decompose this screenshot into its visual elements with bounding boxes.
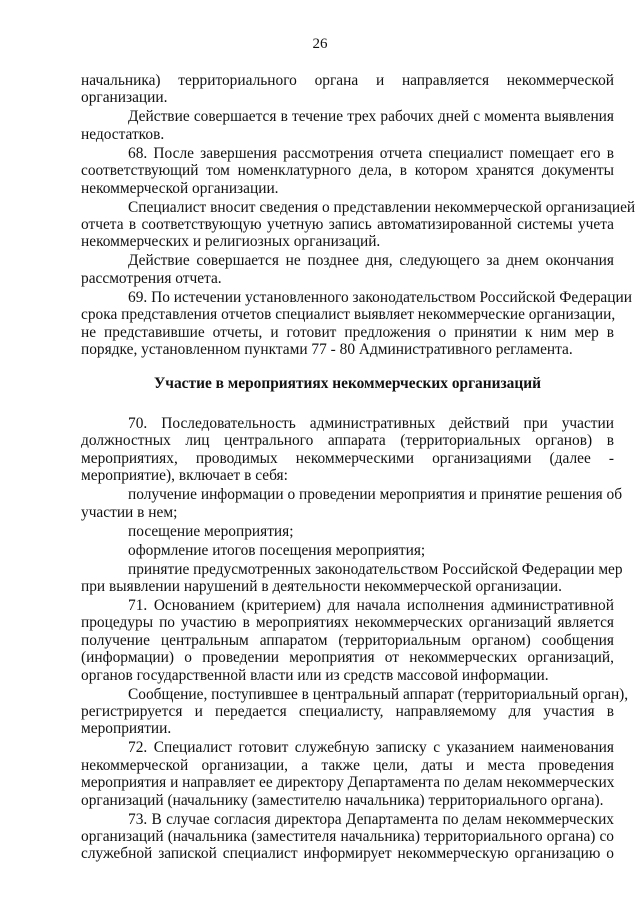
paragraph bbox=[81, 542, 614, 559]
paragraph bbox=[81, 685, 629, 738]
paragraph bbox=[81, 198, 636, 251]
text-line: получение информации о проведении мероприятия и принятие решения об bbox=[128, 486, 623, 504]
paragraph bbox=[81, 72, 614, 107]
text-line: регистрируется и передается специалисту, направляемому для участия в bbox=[81, 702, 614, 720]
text-line: соответствующий том номенклатурного дела, в котором хранятся документы bbox=[81, 162, 614, 180]
text-line: Действие совершается в течение трех рабочих дней с момента выявления bbox=[128, 108, 614, 126]
text-line: участии в нем; bbox=[81, 503, 178, 521]
text-line: организации. bbox=[81, 89, 168, 107]
text-line: не представившие отчеты, и готовит предложения о принятии к ним мер в bbox=[81, 323, 614, 341]
text-line: отчета в соответствующую учетную запись автоматизированной системы учета bbox=[81, 216, 614, 234]
paragraph bbox=[81, 811, 614, 863]
paragraph bbox=[81, 252, 614, 287]
text-line: мероприятии. bbox=[81, 720, 172, 738]
text-line: Действие совершается не позднее дня, следующего за днем окончания bbox=[128, 252, 614, 270]
text-line: мероприятие), включает в себя: bbox=[81, 467, 288, 485]
text-line: рассмотрения отчета. bbox=[81, 269, 222, 287]
paragraph bbox=[81, 486, 623, 521]
text-line: получение центральным аппаратом (территориальным органом) сообщения bbox=[81, 631, 614, 649]
section-heading: Участие в мероприятиях некоммерческих организаций bbox=[154, 375, 541, 393]
document-body bbox=[81, 72, 636, 864]
text-line: Специалист вносит сведения о представлении некоммерческой организацией bbox=[128, 198, 636, 216]
paragraph bbox=[81, 560, 623, 596]
page-number: 26 bbox=[312, 36, 328, 52]
text-line: процедуры по участию в мероприятиях некоммерческих организаций является bbox=[81, 614, 614, 632]
paragraph bbox=[81, 415, 614, 485]
text-line: Сообщение, поступившее в центральный аппарат (территориальный орган), bbox=[128, 685, 629, 703]
text-line: организаций (начальника (заместителя начальника) территориального органа) со bbox=[81, 827, 614, 845]
paragraphs-before-heading bbox=[81, 72, 636, 359]
paragraphs-after-heading bbox=[81, 414, 629, 863]
paragraph bbox=[81, 523, 614, 540]
paragraph bbox=[81, 108, 614, 143]
text-line: мероприятия и направляет ее директору Департамента по делам некоммерческих bbox=[81, 774, 615, 792]
text-line: 68. После завершения рассмотрения отчета специалист помещает его в bbox=[128, 144, 614, 162]
paragraph bbox=[81, 145, 614, 197]
text-line: начальника) территориального органа и направляется некоммерческой bbox=[81, 72, 614, 89]
paragraph bbox=[81, 288, 632, 359]
text-line: 73. В случае согласия директора Департамента по делам некоммерческих bbox=[128, 810, 614, 828]
text-line: оформление итогов посещения мероприятия; bbox=[128, 541, 426, 559]
text-line: 72. Специалист готовит служебную записку с указанием наименования bbox=[128, 739, 614, 757]
paragraph bbox=[81, 739, 614, 809]
text-line: принятие предусмотренных законодательством Российской Федерации мер bbox=[128, 560, 623, 578]
text-line: посещение мероприятия; bbox=[128, 522, 294, 540]
text-line: мероприятиях, проводимых некоммерческими организациями (далее - bbox=[81, 449, 614, 467]
text-line: (информации) о проведении мероприятия от некоммерческих организаций, bbox=[81, 649, 614, 667]
text-line: 69. По истечении установленного законодательством Российской Федерации bbox=[128, 288, 632, 306]
text-line: при выявлении нарушений в деятельности некоммерческой организации. bbox=[81, 577, 562, 595]
text-line: 71. Основанием (критерием) для начала исполнения административной bbox=[128, 596, 614, 614]
text-line: служебной запиской специалист информирует некоммерческую организацию о bbox=[81, 845, 614, 863]
text-line: недостатков. bbox=[81, 125, 165, 143]
text-line: 70. Последовательность административных действий при участии bbox=[128, 414, 614, 432]
text-line: некоммерческой организации. bbox=[81, 179, 279, 197]
paragraph bbox=[81, 597, 614, 684]
text-line: некоммерческой организации, а также цели, даты и места проведения bbox=[81, 756, 614, 774]
text-line: некоммерческих и религиозных организаций. bbox=[81, 233, 381, 251]
text-line: должностных лиц центрального аппарата (территориальных органов) в bbox=[81, 432, 614, 450]
text-line: организаций (начальнику (заместителю начальника) территориального органа). bbox=[81, 791, 604, 809]
text-line: срока представления отчетов специалист выявляет некоммерческие организации, bbox=[81, 306, 616, 324]
text-line: органов государственной власти или из средств массовой информации. bbox=[81, 666, 549, 684]
text-line: порядке, установленном пунктами 77 - 80 Административного регламента. bbox=[81, 341, 573, 359]
